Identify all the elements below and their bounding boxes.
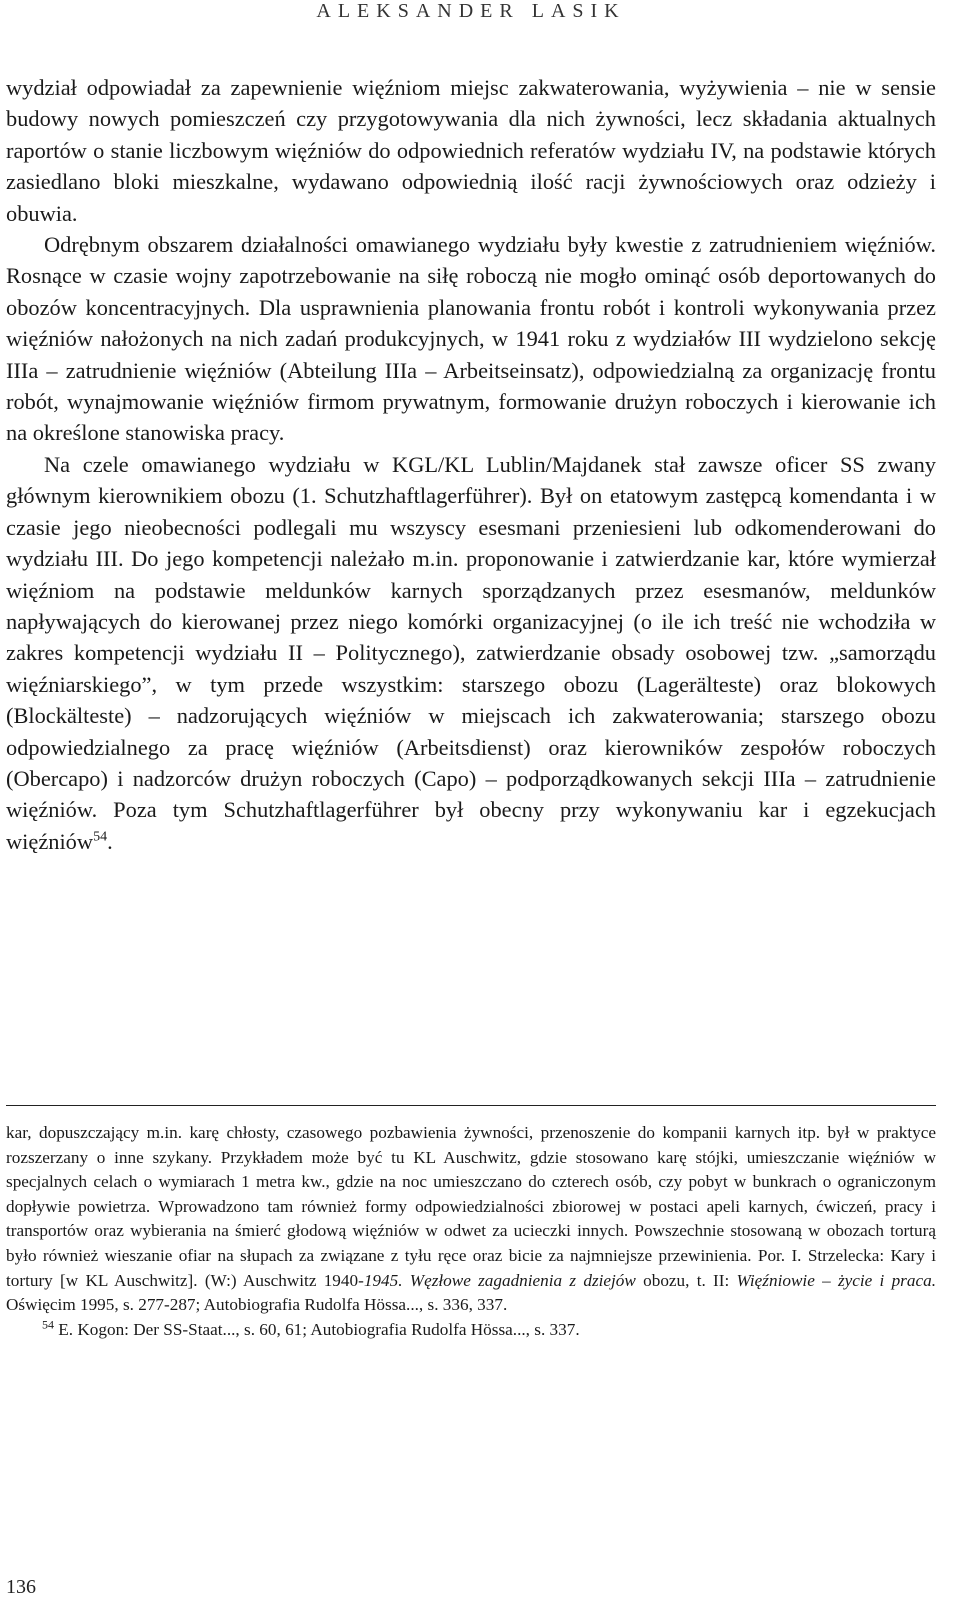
paragraph-3-text: Na czele omawianego wydziału w KGL/KL Lublin/Majdanek stał zawsze oficer SS zwany głównym kierownikiem obozu (1. Schutzhaftlagerführer). Był on etatowym zastępcą komendanta i w czasie jego nieobecności podlegali mu wszyscy esesmani przeniesieni lub odkomenderowani do wydziału III. Do jego kompetencji należało m.in. proponowanie i zatwierdzanie kar, które wymierzał więźniom na podstawie meldunków karnych sporządzanych przez esesmanów, meldunków napływających do kierowanej przez niego komórki organizacyjnej (o ile ich treść nie wchodziła w zakres kompetencji wydziału II – Politycznego), zatwierdzanie obsady osobowej tzw. „samorządu więźniarskiego”, w tym przede wszystkim: starszego obozu (Lagerälteste) oraz blokowych (Blockälteste) – nadzorujących więźniów w miejscach ich zakwaterowania; starszego obozu odpowiedzialnego za pracę więźniów (Arbeitsdienst) oraz kierowników zespołów roboczych (Obercapo) i nadzorców drużyn roboczych (Capo) – podporządkowanych sekcji IIIa – zatrudnienie więźniów. Poza tym Schutzhaftlagerführer był obecny przy wykonywaniu kar i egzekucjach więźniów: [6, 451, 936, 854]
footnote-continued-end: Oświęcim 1995, s. 277-287; Autobiografia Rudolfa Hössa..., s. 336, 337.: [6, 1295, 508, 1315]
running-header: ALEKSANDER LASIK: [316, 0, 626, 22]
document-page: [6, 0, 936, 1605]
paragraph-2: Odrębnym obszarem działalności omawianego wydziału były kwestie z zatrudnieniem więźniów. Rosnące w czasie wojny zapotrzebowanie na siłę roboczą nie mogło ominąć osób deportowanych do obozów koncentracyjnych. Dla usprawnienia planowania frontu robót i kontroli wykonywania przez więźniów nałożonych na nich zadań produkcyjnych, w 1941 roku z wydziałów III wydzielono sekcję IIIa – zatrudnienie więźniów (Abteilung IIIa – Arbeitseinsatz), odpowiedzialną za organizację frontu robót, wynajmowanie więźniów firmom prywatnym, formowanie drużyn roboczych i kierowanie ich na określone stanowiska pracy.: [6, 232, 936, 446]
footnote-divider: [6, 1105, 936, 1106]
main-text: [6, 72, 936, 857]
footnote-continued: [6, 1121, 936, 1318]
paragraph-3-end: .: [107, 828, 113, 854]
footnote-continued-text: kar, dopuszczający m.in. karę chłosty, czasowego pozbawienia żywności, przenoszenie do kompanii karnych itp. był w praktyce rozszerzany o inne szykany. Przykładem może być tu KL Auschwitz, gdzie stosowano karę stójki, umieszczanie więźniów w specjalnych celach o wymiarach 1 metra kw., gdzie na noc umieszczano do czterech osób, czy pobyt w bunkrach o ograniczonym dopływie powietrza. Wprowadzono tam również formy odpowiedzialności zbiorowej w postaci apeli karnych, ćwiczeń, pracy i transportów oraz wybierania na śmierć głodową więźniów w odwet za ucieczki innych. Powszechnie stosowaną w obozach torturą było również wieszanie ofiar na słupach za związane z tyłu ręce oraz bicie za najmniejsze przewinienia. Por. I. Strzelecka: Kary i tortury [w KL Auschwitz]. (W:) Auschwitz 1940-: [6, 1123, 936, 1290]
page-number: 136: [6, 1576, 36, 1598]
footnote-continued-italic-2: Więźniowie – życie i praca.: [736, 1270, 936, 1290]
paragraph-1: wydział odpowiadał za zapewnienie więźniom miejsc zakwaterowania, wyżywienia – nie w sensie budowy nowych pomieszczeń czy przygotowywania dla nich żywności, lecz składania aktualnych raportów o stanie liczbowym więźniów do odpowiednich referatów wydziału IV, na podstawie których zasiedlano bloki mieszkalne, wydawano odpowiednią ilość racji żywnościowych oraz odzieży i obuwia.: [6, 75, 936, 226]
footnote-54: [6, 1318, 936, 1343]
footnote-continued-italic-1: 1945. Węzłowe zagadnienia z dziejów: [363, 1270, 636, 1290]
paragraph-3: [6, 449, 936, 857]
footnote-continued-mid: obozu, t. II:: [635, 1270, 737, 1290]
footnote-54-number: 54: [42, 1317, 54, 1332]
footnote-54-text: E. Kogon: Der SS-Staat..., s. 60, 61; Autobiografia Rudolfa Hössa..., s. 337.: [54, 1319, 580, 1339]
footnotes: [6, 1121, 936, 1342]
footnote-ref-54[interactable]: 54: [93, 829, 108, 845]
